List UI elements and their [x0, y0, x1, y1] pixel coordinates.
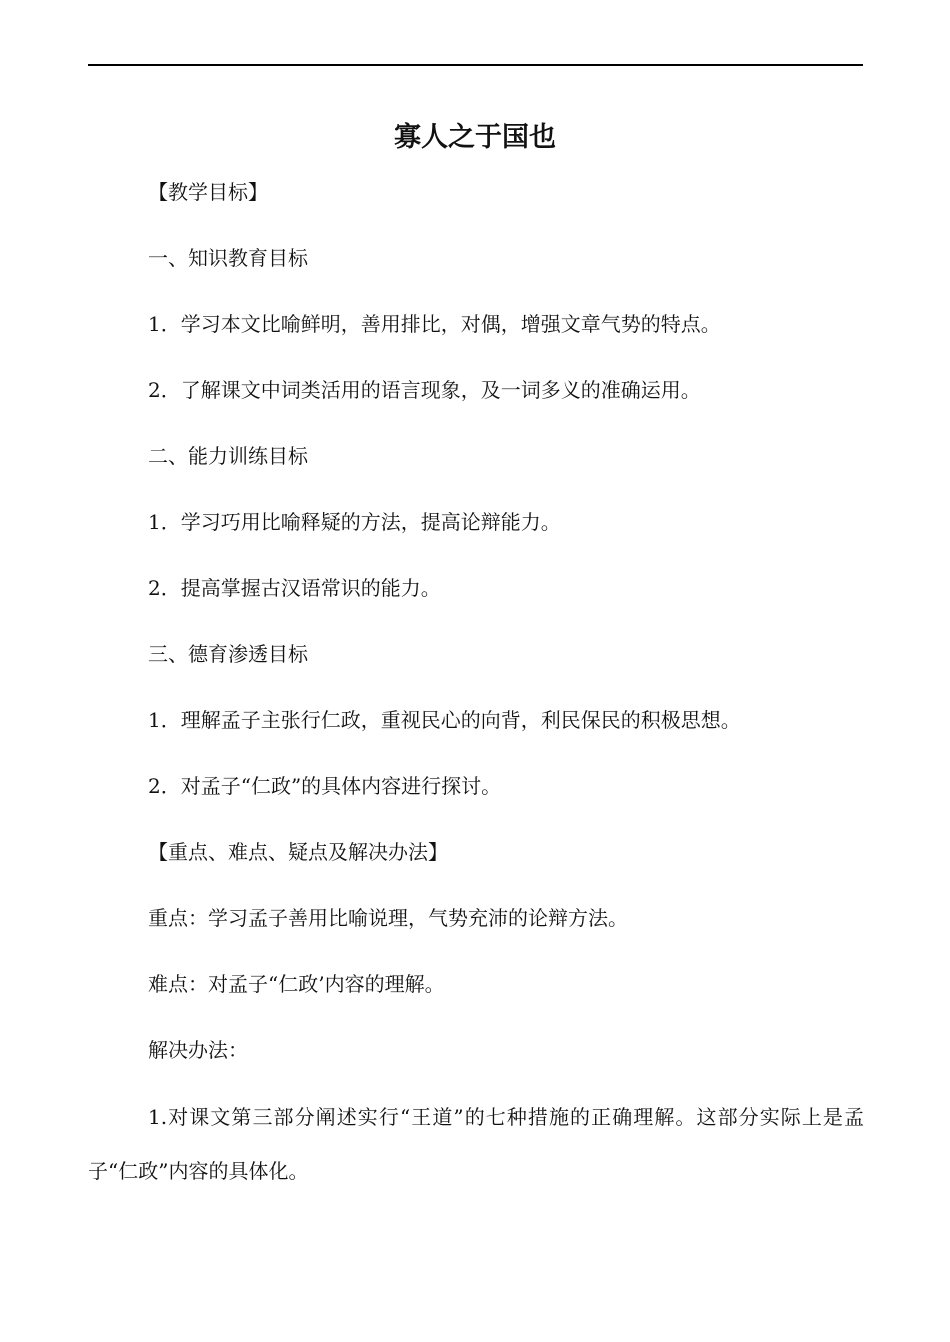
- list-item: 2．对孟子“仁政”的具体内容进行探讨。: [148, 774, 502, 798]
- subheading-ability-goals: 二、能力训练目标: [148, 444, 308, 468]
- difficulty-text: 难点：对孟子“仁政’内容的理解。: [148, 972, 445, 996]
- list-item: 2．提高掌握古汉语常识的能力。: [148, 576, 441, 600]
- key-point-text: 重点：学习孟子善用比喻说理，气势充沛的论辩方法。: [148, 906, 628, 930]
- solution-label: 解决办法：: [148, 1038, 248, 1062]
- solution-paragraph: 1.对课文第三部分阐述实行“王道”的七种措施的正确理解。这部分实际上是孟子“仁政”内容的具体化。: [88, 1105, 864, 1183]
- subheading-moral-goals: 三、德育渗透目标: [148, 642, 308, 666]
- list-item: 1．学习巧用比喻释疑的方法，提高论辩能力。: [148, 510, 561, 534]
- section-heading-teaching-goals: 【教学目标】: [148, 180, 268, 204]
- document-title: 寡人之于国也: [394, 122, 556, 153]
- header-rule: [88, 64, 863, 66]
- list-item: 1．学习本文比喻鲜明，善用排比，对偶，增强文章气势的特点。: [148, 312, 721, 336]
- subheading-knowledge-goals: 一、知识教育目标: [148, 246, 308, 270]
- list-item: 1．理解孟子主张行仁政，重视民心的向背，利民保民的积极思想。: [148, 708, 741, 732]
- section-heading-key-points: 【重点、难点、疑点及解决办法】: [148, 840, 448, 864]
- list-item: 2．了解课文中词类活用的语言现象，及一词多义的准确运用。: [148, 378, 701, 402]
